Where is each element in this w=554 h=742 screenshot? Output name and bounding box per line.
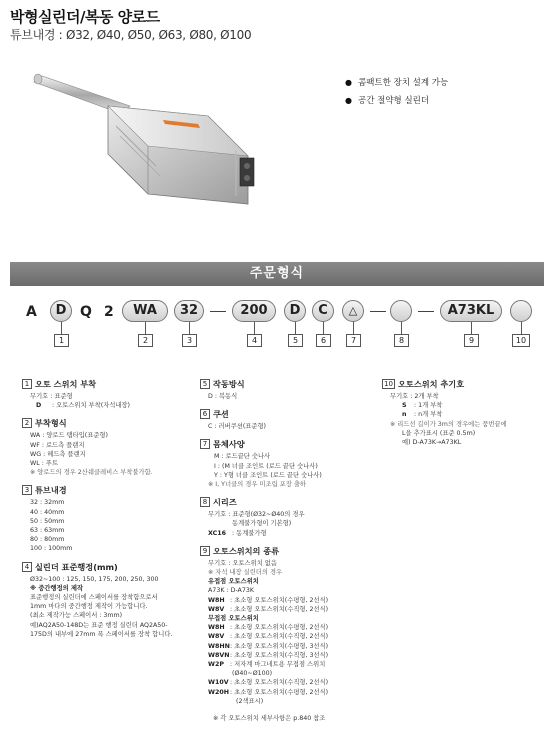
spec-line: M : 로드끝단 숫나사 (214, 453, 271, 461)
spec-line (200, 529, 380, 538)
feature-list (345, 74, 448, 110)
code-number-box: 7 (346, 334, 361, 347)
spec-line: 예) D-A73K→A73KL (402, 439, 462, 447)
spec-line: 50 : 50mm (30, 517, 65, 525)
leader-line (471, 322, 472, 334)
spec-value: : 초소형 오토스위치(수직형, 3선식) (230, 651, 329, 659)
spec-value: : 초소형 오토스위치(수직형, 2선식) (230, 679, 329, 687)
code-pill-1: D (50, 300, 72, 322)
spec-key: n (402, 411, 407, 419)
code-pill-5: D (284, 300, 306, 322)
spec-section-4 (22, 561, 202, 639)
section-number: 10 (382, 379, 395, 389)
order-code-diagram (0, 296, 554, 356)
code-dash (418, 311, 434, 312)
section-heading (22, 561, 202, 573)
code-pill-6: C (312, 300, 334, 322)
section-title: 부착형식 (35, 418, 67, 429)
page-subtitle: 튜브내경 : Ø32, Ø40, Ø50, Ø63, Ø80, Ø100 (10, 28, 252, 42)
section-title: 오토 스위치 부착 (35, 379, 97, 389)
leader-line (353, 322, 354, 334)
spec-value: : 초소형 오토스위치(수평형, 2선식) (230, 596, 329, 604)
spec-line (382, 410, 548, 419)
section-number: 7 (200, 439, 210, 449)
spec-line: (2색표시) (236, 697, 264, 705)
spec-line: (최소 제작가능 스페이서 : 3mm) (30, 612, 123, 620)
section-heading (200, 545, 380, 557)
section-title: 오토스위치의 종류 (213, 545, 280, 556)
spec-line: 1mm 마다의 중간행정 제작이 가능합니다. (30, 603, 148, 611)
spec-value: : n개 부착 (414, 411, 443, 419)
spec-value: : 초소형 오토스위치(수평형, 3선식) (230, 642, 329, 650)
code-number-box: 8 (394, 334, 409, 347)
order-format-banner: 주문형식 (10, 262, 544, 286)
spec-line: 표준행정의 실린더에 스페이서를 장착함으로서 (30, 594, 158, 602)
leader-line (401, 322, 402, 334)
spec-line: 80 : 80mm (30, 536, 65, 544)
spec-line (200, 596, 380, 605)
section-heading (382, 378, 548, 390)
spec-line: 32 : 32mm (30, 499, 65, 507)
spec-section-1 (22, 378, 202, 410)
spec-value: : 1개 부착 (414, 402, 443, 410)
spec-line: 무기호 : 표준형(Ø32~Ø40의 경우 (208, 511, 305, 519)
code-number-box: 3 (182, 334, 197, 347)
section-number: 9 (200, 546, 210, 556)
leader-line (189, 322, 190, 334)
spec-key: W8V (208, 605, 225, 613)
code-pill-8 (390, 300, 412, 322)
spec-line: 무기호 : 표준형 (30, 393, 73, 400)
spec-line (200, 605, 380, 614)
leader-line (61, 322, 62, 334)
spec-value: : 동계불가형 (232, 529, 267, 537)
spec-key: W2P (208, 661, 224, 669)
code-pill-4: 200 (232, 300, 276, 322)
footnote: ※ 각 오토스위치 세부사항은 p.840 참조 (213, 715, 326, 722)
section-heading (22, 417, 202, 429)
spec-section-6 (200, 408, 380, 431)
section-heading (200, 496, 380, 508)
spec-note: ※ 양로드의 경우 2산쉐클레비스 부착불가함. (30, 469, 153, 477)
code-pill-3: 32 (174, 300, 204, 322)
leader-line (323, 322, 324, 334)
spec-line: 무기호 : 오토스위치 없음 (208, 559, 277, 567)
spec-key: D (36, 402, 42, 410)
spec-key: W10V (208, 679, 229, 687)
spec-line (22, 401, 202, 410)
spec-key: W8H (208, 596, 225, 604)
spec-value: : 초소형 오토스위치(수직형, 2선식) (230, 605, 329, 613)
section-title: 오토스위치 추기호 (398, 379, 465, 389)
spec-line: 40 : 40mm (30, 508, 65, 516)
spec-key: XC16 (208, 529, 227, 537)
leader-line (295, 322, 296, 334)
spec-column-1 (22, 378, 202, 646)
code-letter-q: Q (80, 304, 92, 320)
section-number: 5 (200, 379, 210, 389)
code-pill-2: WA (122, 300, 168, 322)
section-heading (200, 378, 380, 390)
section-title: 튜브내경 (35, 485, 67, 496)
spec-line: WL : 푸트 (30, 460, 59, 468)
section-title: 작동방식 (213, 379, 245, 389)
spec-line: 175D의 내부에 27mm 폭 스페이서를 장착 합니다. (30, 630, 173, 638)
spec-subheading: 무접점 오토스위치 (208, 615, 259, 623)
spec-key: S (402, 402, 407, 410)
spec-column-2 (200, 378, 380, 713)
spec-section-8 (200, 496, 380, 538)
section-heading (22, 484, 202, 496)
spec-line: 100 : 100mm (30, 545, 73, 553)
spec-section-3 (22, 484, 202, 553)
spec-line: D : 복동식 (208, 393, 238, 400)
spec-line: Y : Y형 너클 조인트 (로드 끝단 숫나사) (214, 471, 322, 479)
code-number-box: 4 (247, 334, 262, 347)
code-number-box: 6 (316, 334, 331, 347)
spec-section-2 (22, 417, 202, 477)
section-title: 쿠션 (213, 409, 229, 420)
spec-key: W8VN (208, 651, 230, 659)
spec-line: WF : 로드측 플랜지 (30, 441, 85, 449)
spec-line: I : (M 너클 조인트 (로드 끝단 숫나사) (214, 462, 318, 470)
spec-note: ※ I, Y너클의 경우 미조립 포장 출하 (208, 481, 306, 489)
section-number: 3 (22, 485, 32, 495)
spec-line (200, 623, 380, 632)
spec-value: : 초소형 오토스위치(수평형, 2선식) (230, 688, 329, 696)
spec-value: : 오토스위치 부착(자석내장) (52, 402, 130, 410)
section-number: 8 (200, 497, 210, 507)
code-letter-2: 2 (104, 304, 114, 320)
leader-line (254, 322, 255, 334)
spec-line: L을 추가표시 (표준 0.5m) (402, 429, 476, 437)
spec-line (200, 651, 380, 660)
spec-line: WG : 헤드측 플랜지 (30, 450, 86, 458)
spec-line: 예)AQ2A50-148D는 표준 행정 실린더 AQ2A50- (30, 621, 168, 629)
spec-key: W20H (208, 688, 229, 696)
spec-section-10 (382, 378, 548, 447)
code-number-box: 10 (512, 334, 530, 347)
section-heading (200, 438, 380, 450)
code-number-box: 5 (288, 334, 303, 347)
spec-key: W8V (208, 633, 225, 641)
section-title: 시리즈 (213, 497, 237, 508)
spec-line (200, 678, 380, 687)
spec-line: (Ø40~Ø100) (232, 670, 273, 678)
spec-line: 무기호 : 2개 부착 (390, 393, 439, 400)
spec-section-5 (200, 378, 380, 401)
leader-line (145, 322, 146, 334)
spec-subheading: 유접점 오토스위치 (208, 578, 259, 586)
cylinder-product-image (28, 66, 268, 216)
code-pill-10 (510, 300, 532, 322)
spec-subheading: ※ 중간행정의 제작 (30, 584, 84, 592)
section-number: 1 (22, 379, 32, 389)
page-title: 박형실린더/복동 양로드 (10, 8, 160, 26)
spec-line (200, 660, 380, 669)
code-dash (370, 311, 386, 312)
section-title: 실린더 표준행정(mm) (35, 561, 118, 572)
spec-key: W8HN (208, 642, 230, 650)
spec-line (382, 401, 548, 410)
spec-key: W8H (208, 624, 225, 632)
spec-line: A73K : D-A73K (208, 587, 255, 595)
code-number-box: 1 (54, 334, 69, 347)
feature-item: ● 공간 절약형 실린더 (345, 92, 448, 110)
spec-note: ※ 리드선 길이가 3m의 경우에는 품번끝에 (390, 420, 507, 428)
section-number: 6 (200, 409, 210, 419)
section-title: 몸체사양 (213, 439, 245, 450)
code-letter-a: A (26, 304, 37, 320)
spec-note: ※ 자석 내장 실린더의 경우 (208, 569, 283, 577)
spec-line: C : 러버쿠션(표준형) (208, 423, 267, 431)
code-number-box: 9 (464, 334, 479, 347)
spec-section-7 (200, 438, 380, 489)
spec-line: 63 : 63mm (30, 527, 65, 535)
section-heading (22, 378, 202, 390)
spec-line (200, 642, 380, 651)
spec-line (200, 632, 380, 641)
code-pill-9: A73KL (440, 300, 502, 322)
spec-value: : 초소형 오토스위치(수직형, 2선식) (230, 633, 329, 641)
spec-section-9 (200, 545, 380, 706)
leader-line (521, 322, 522, 334)
feature-item: ● 콤팩트한 장치 설계 가능 (345, 74, 448, 92)
spec-line (200, 688, 380, 697)
spec-column-3 (382, 378, 548, 454)
spec-value: : 저자계 마그네트용 무접점 스위치 (230, 661, 326, 669)
section-number: 4 (22, 562, 32, 572)
spec-line: WA : 양로드 탭타입(표준형) (30, 432, 108, 440)
code-pill-7: △ (342, 300, 364, 322)
code-number-box: 2 (138, 334, 153, 347)
section-number: 2 (22, 418, 32, 428)
spec-value: : 초소형 오토스위치(수평형, 2선식) (230, 624, 329, 632)
section-heading (200, 408, 380, 420)
code-dash (210, 311, 226, 312)
spec-line: 동계불가형이 기본형) (232, 520, 292, 528)
spec-line: Ø32~100 : 125, 150, 175, 200, 250, 300 (30, 575, 159, 583)
